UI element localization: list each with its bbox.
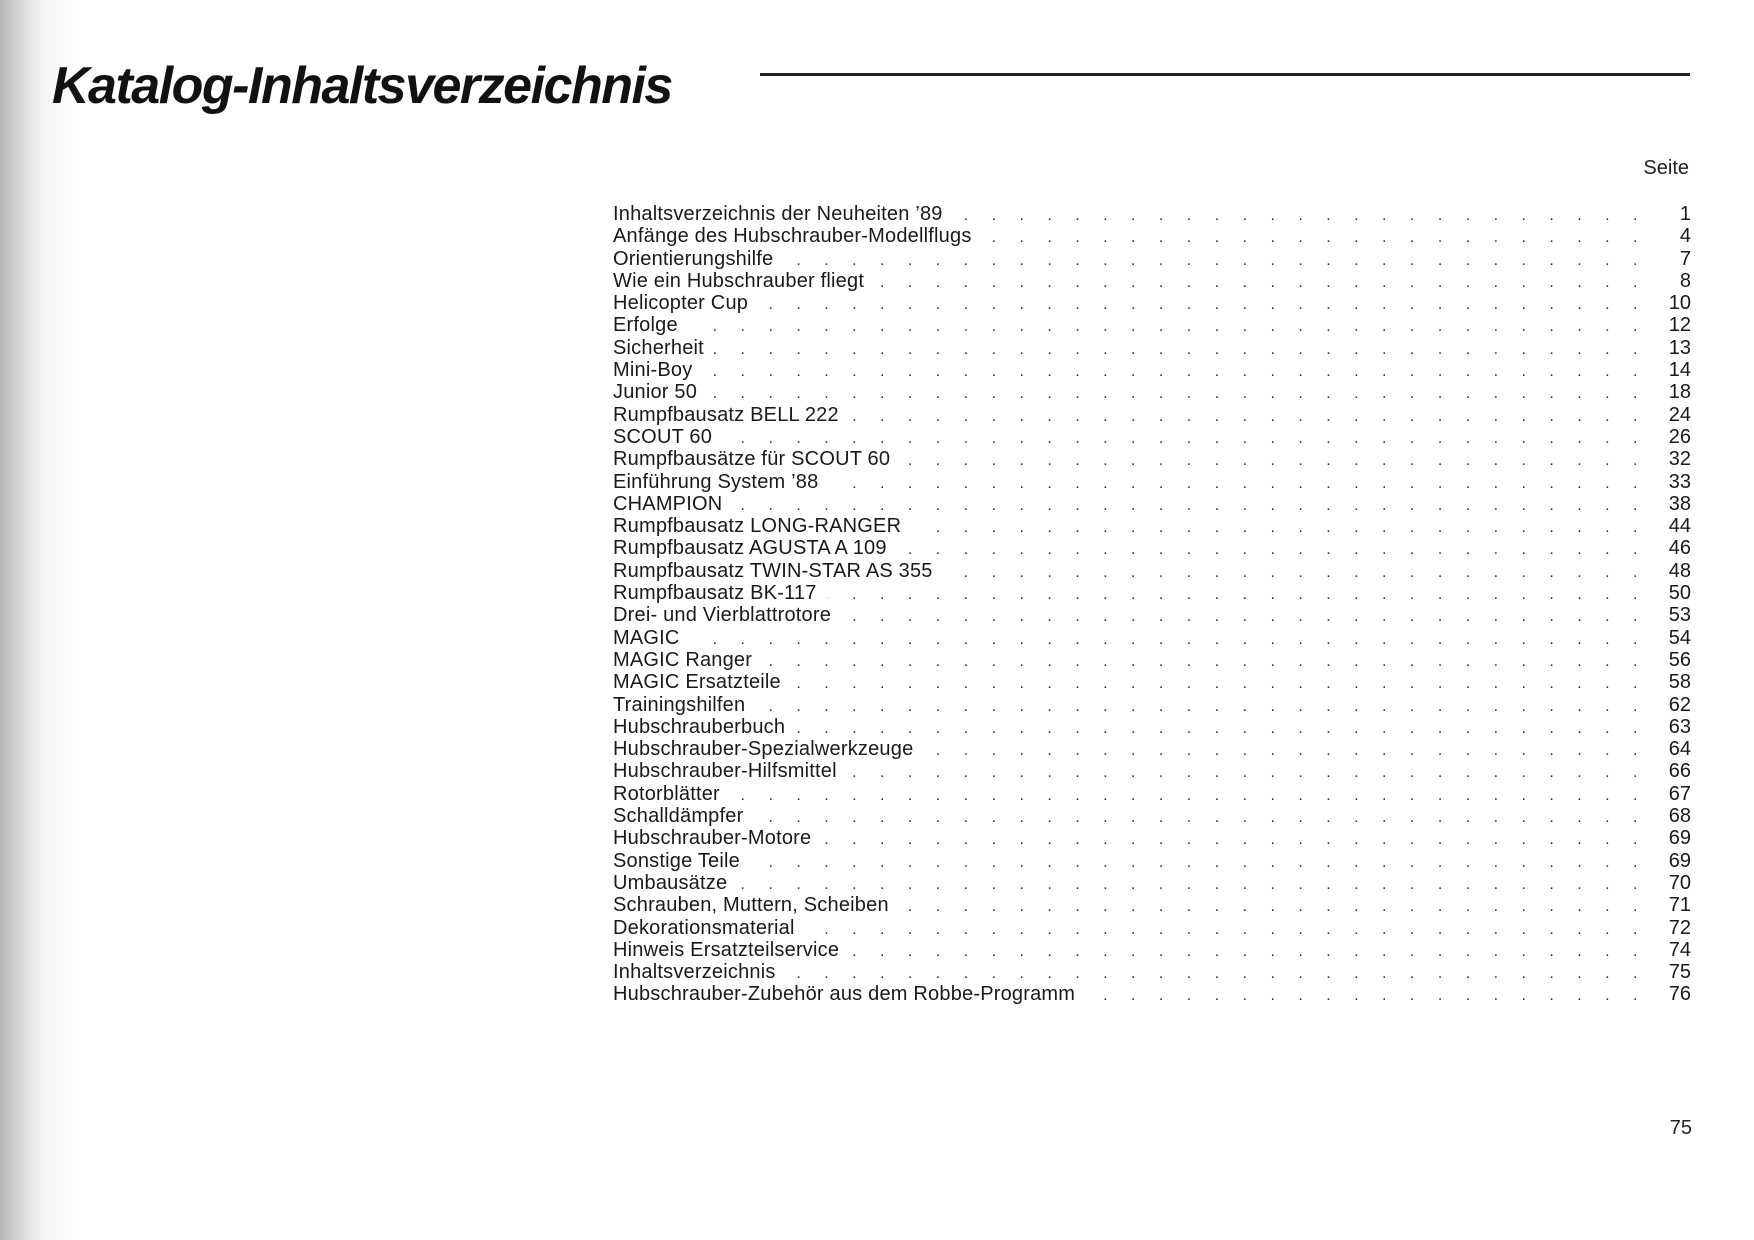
toc-entry-page: 32 (1668, 448, 1691, 471)
dot-leader (707, 383, 1647, 405)
toc-entry-page: 48 (1668, 559, 1691, 582)
toc-entry-label: CHAMPION (613, 492, 723, 515)
toc-entry-page: 18 (1668, 381, 1691, 404)
toc-entry (613, 649, 1691, 671)
toc-entry-label: Hubschrauber-Spezialwerkzeuge (613, 738, 914, 761)
dot-leader (795, 718, 1647, 740)
toc-entry-label: Einführung System ’88 (613, 470, 819, 493)
toc-entry-page: 69 (1668, 827, 1691, 850)
dot-leader (943, 562, 1647, 584)
dot-leader (911, 517, 1647, 539)
binding-gutter-shadow (0, 0, 46, 1240)
toc-entry-label: Hubschrauber-Zubehör aus dem Robbe-Programm (613, 983, 1076, 1006)
toc-entry-page: 10 (1668, 292, 1691, 315)
toc-entry-page: 62 (1668, 693, 1691, 716)
toc-entry (613, 760, 1691, 782)
dot-leader (923, 740, 1647, 762)
toc-entry-label: Erfolge (613, 314, 678, 337)
toc-entry (613, 292, 1691, 314)
dot-leader (899, 896, 1647, 918)
dot-leader (791, 673, 1647, 695)
dot-leader (690, 629, 1647, 651)
toc-entry-page: 7 (1679, 247, 1691, 270)
toc-entry-label: Hubschrauberbuch (613, 715, 786, 738)
toc-entry-page: 67 (1668, 782, 1691, 805)
toc-entry-label: Inhaltsverzeichnis (613, 961, 776, 984)
dot-leader (805, 919, 1647, 941)
toc-entry (613, 939, 1691, 961)
toc-entry (613, 560, 1691, 582)
toc-entry-page: 50 (1668, 582, 1691, 605)
toc-entry (613, 225, 1691, 247)
toc-entry-label: Schalldämpfer (613, 805, 744, 828)
toc-entry-label: Schrauben, Muttern, Scheiben (613, 894, 889, 917)
toc-entry-page: 14 (1668, 359, 1691, 382)
page-column-header: Seite (1643, 157, 1689, 179)
toc-entry-label: Rumpfbausatz TWIN-STAR AS 355 (613, 559, 933, 582)
toc-entry-page: 46 (1668, 537, 1691, 560)
toc-entry (613, 627, 1691, 649)
toc-entry (613, 961, 1691, 983)
toc-entry-label: Junior 50 (613, 381, 698, 404)
toc-entry-label: MAGIC Ranger (613, 648, 753, 671)
toc-entry-page: 75 (1668, 961, 1691, 984)
toc-entry-page: 13 (1668, 336, 1691, 359)
dot-leader (753, 807, 1647, 829)
toc-entry-label: Rumpfbausatz BELL 222 (613, 403, 839, 426)
toc-entry (613, 694, 1691, 716)
toc-entry-page: 24 (1668, 403, 1691, 426)
toc-entry (613, 270, 1691, 292)
toc-entry-page: 54 (1668, 626, 1691, 649)
toc-entry-page: 33 (1668, 470, 1691, 493)
toc-entry-label: Inhaltsverzeichnis der Neuheiten ’89 (613, 203, 943, 225)
toc-entry (613, 381, 1691, 403)
dot-leader (722, 428, 1647, 450)
dot-leader (874, 272, 1647, 294)
toc-entry (613, 404, 1691, 426)
page-number: 75 (1669, 1117, 1692, 1139)
toc-entry-page: 53 (1668, 604, 1691, 627)
dot-leader (732, 495, 1647, 517)
dot-leader (737, 874, 1647, 896)
toc-entry (613, 827, 1691, 849)
dot-leader (847, 762, 1647, 784)
toc-entry-label: Rumpfbausatz BK-117 (613, 582, 817, 605)
toc-entry-label: Rotorblätter (613, 782, 720, 805)
dot-leader (714, 339, 1647, 361)
toc-entry-page: 56 (1668, 648, 1691, 671)
toc-entry (613, 426, 1691, 448)
dot-leader (758, 294, 1647, 316)
toc-entry (613, 203, 1691, 225)
toc-entry-label: Trainingshilfen (613, 693, 746, 716)
toc-entry-page: 69 (1668, 849, 1691, 872)
dot-leader (821, 829, 1647, 851)
toc-entry (613, 917, 1691, 939)
dot-leader (762, 651, 1647, 673)
toc-entry-label: Umbausätze (613, 871, 728, 894)
toc-entry (613, 894, 1691, 916)
toc-entry-page: 38 (1668, 492, 1691, 515)
toc-entry-page: 8 (1679, 269, 1691, 292)
toc-entry-label: Sicherheit (613, 336, 704, 359)
dot-leader (828, 473, 1647, 495)
toc-entry-page: 58 (1668, 671, 1691, 694)
toc-entry-page: 72 (1668, 916, 1691, 939)
toc-entry (613, 493, 1691, 515)
toc-entry-label: Rumpfbausatz AGUSTA A 109 (613, 537, 887, 560)
toc-entry-label: Helicopter Cup (613, 292, 749, 315)
toc-entry (613, 515, 1691, 537)
toc-entry-label: Drei- und Vierblattrotore (613, 604, 832, 627)
toc-entry (613, 783, 1691, 805)
toc-entry (613, 471, 1691, 493)
toc-entry-page: 4 (1679, 225, 1691, 248)
toc-entry-label: SCOUT 60 (613, 425, 713, 448)
toc-entry-page: 26 (1668, 425, 1691, 448)
toc-entry-page: 68 (1668, 805, 1691, 828)
dot-leader (841, 606, 1647, 628)
toc-entry (613, 850, 1691, 872)
toc-entry-label: Sonstige Teile (613, 849, 740, 872)
toc-entry-page: 71 (1668, 894, 1691, 917)
toc-entry-page: 44 (1668, 515, 1691, 538)
dot-leader (783, 250, 1647, 272)
toc-entry-label: Rumpfbausätze für SCOUT 60 (613, 448, 891, 471)
toc-entry-label: Dekorationsmaterial (613, 916, 795, 939)
toc-entry-label: Hubschrauber-Hilfsmittel (613, 760, 837, 783)
toc-entry-page: 66 (1668, 760, 1691, 783)
toc-entry-page: 63 (1668, 715, 1691, 738)
toc-entry-label: MAGIC Ersatzteile (613, 671, 781, 694)
toc-entry-label: Hubschrauber-Motore (613, 827, 812, 850)
dot-leader (688, 316, 1647, 338)
toc-entry (613, 805, 1691, 827)
dot-leader (1085, 985, 1647, 1007)
toc-entry-page: 1 (1679, 203, 1691, 225)
dot-leader (849, 406, 1647, 428)
page-title: Katalog-Inhaltsverzeichnis (52, 57, 672, 115)
toc-entry-label: Anfänge des Hubschrauber-Modellflugs (613, 225, 972, 248)
toc-entry (613, 248, 1691, 270)
toc-entry (613, 337, 1691, 359)
toc-entry-page: 76 (1668, 983, 1691, 1006)
dot-leader (849, 941, 1647, 963)
toc-entry-label: Mini-Boy (613, 359, 693, 382)
toc-entry-label: Hinweis Ersatzteilservice (613, 938, 840, 961)
table-of-contents (613, 203, 1691, 1006)
toc-entry-label: Rumpfbausatz LONG-RANGER (613, 515, 902, 538)
toc-entry-page: 74 (1668, 938, 1691, 961)
dot-leader (730, 785, 1647, 807)
toc-entry (613, 716, 1691, 738)
dot-leader (755, 696, 1647, 718)
toc-entry (613, 448, 1691, 470)
dot-leader (982, 227, 1647, 249)
dot-leader (827, 584, 1647, 606)
dot-leader (900, 450, 1647, 472)
toc-entry (613, 582, 1691, 604)
dot-leader (786, 963, 1647, 985)
toc-entry (613, 671, 1691, 693)
dot-leader (750, 852, 1647, 874)
toc-entry (613, 738, 1691, 760)
toc-entry-page: 12 (1668, 314, 1691, 337)
toc-entry-label: MAGIC (613, 626, 680, 649)
toc-entry (613, 537, 1691, 559)
toc-entry-page: 70 (1668, 871, 1691, 894)
toc-entry (613, 604, 1691, 626)
toc-entry (613, 983, 1691, 1005)
dot-leader (897, 539, 1647, 561)
toc-entry-page: 64 (1668, 738, 1691, 761)
toc-entry (613, 314, 1691, 336)
toc-entry-label: Wie ein Hubschrauber fliegt (613, 269, 865, 292)
title-rule (760, 73, 1690, 76)
toc-entry (613, 872, 1691, 894)
dot-leader (702, 361, 1647, 383)
toc-entry (613, 359, 1691, 381)
dot-leader (953, 205, 1647, 227)
toc-entry-label: Orientierungshilfe (613, 247, 774, 270)
